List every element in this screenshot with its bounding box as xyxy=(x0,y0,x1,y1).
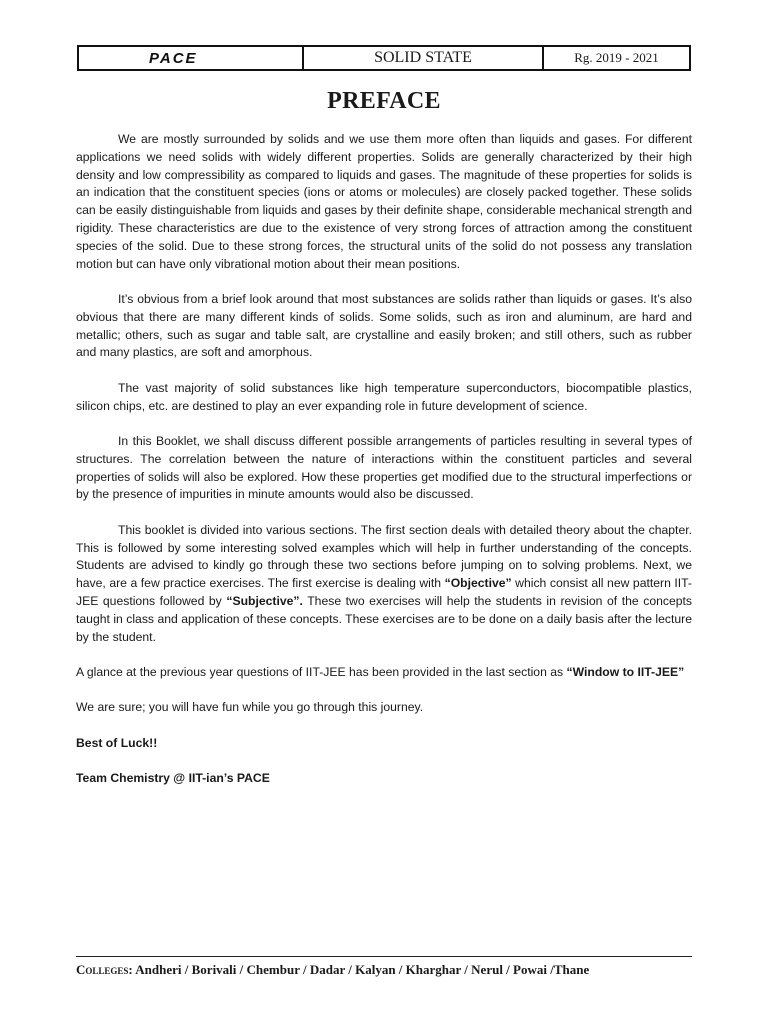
header-registration: Rg. 2019 - 2021 xyxy=(574,50,659,65)
paragraph-2: It’s obvious from a brief look around that most substances are solids rather than liquids or gases. It’s also obvious that there are many different kinds of solids. Some solids, such as iron and aluminum, are hard and metallic; others, such as sugar and table salt, are crystalline and easily broken; and still others, such as rubber and many plastics, are soft and amorphous. xyxy=(76,291,692,360)
objective-term: “Objective” xyxy=(444,576,512,591)
paragraph-4: In this Booklet, we shall discuss different possible arrangements of particles resulting in several types of structures. The correlation between the nature of interactions within the constituent particles and several properties of solids will also be explored. How these properties get modified due to the structural imperfections or by the presence of impurities in minute amounts would also be discussed. xyxy=(76,433,692,502)
paragraph-5-part-a: This booklet is divided into various sections. The first section deals with detailed theory about the chapter. This is followed by some interesting solved examples which will help in further understanding of the concepts. Students are advised to kindly go through these two sections before jumping on to solving problems. Next, we have, are a few practice exercises. The first exercise is dealing with xyxy=(76,522,692,591)
subjective-term: “Subjective”. xyxy=(226,593,303,608)
footer-divider xyxy=(76,956,692,957)
paragraph-3: The vast majority of solid substances like high temperature superconductors, biocompatible plastics, silicon chips, etc. are destined to play an ever expanding role in future development of science. xyxy=(76,380,692,413)
signature-team: Team Chemistry @ IIT-ian’s PACE xyxy=(76,771,270,786)
pace-logo xyxy=(149,50,233,66)
footer-colleges-list: Andheri / Borivali / Chembur / Dadar / Kalyan / Kharghar / Nerul / Powai /Thane xyxy=(132,962,590,977)
header-chapter-title: SOLID STATE xyxy=(304,47,544,69)
paragraph-7: We are sure; you will have fun while you go through this journey. xyxy=(76,700,424,715)
footer-colleges-label: Colleges: xyxy=(76,962,133,977)
window-to-iitjee-term: “Window to IIT-JEE” xyxy=(566,664,685,679)
page-header xyxy=(77,45,691,71)
pace-logo-text: PACE xyxy=(148,50,198,66)
paragraph-6 xyxy=(76,664,692,682)
paragraph-5-part-b: which consist all new pattern IIT-JEE questions followed by xyxy=(76,576,692,608)
header-logo-cell xyxy=(79,47,304,69)
paragraph-1: We are mostly surrounded by solids and we use them more often than liquids and gases. For different applications we need solids with widely different properties. Solids are generally characterized by their high density and low compressibility as compared to liquids and gases. The magnitude of these properties for solids is an indication that the constituent species (ions or atoms or molecules) are closely packed together. These solids can be easily distinguishable from liquids and gases by their definite shape, considerable mechanical strength and rigidity. These characteristics are due to the existence of very strong forces of attraction among the constituent species of the solid. Due to these strong forces, the structural units of the solid do not possess any translation motion but can have only vibrational motion about their mean positions. xyxy=(76,132,692,271)
best-of-luck: Best of Luck!! xyxy=(76,735,158,750)
paragraph-6-part-a: A glance at the previous year questions of IIT-JEE has been provided in the last section as xyxy=(76,664,567,679)
paragraph-5 xyxy=(76,522,692,647)
paragraph-5-part-c: These two exercises will help the students in revision of the concepts taught in class and application of these concepts. These exercises are to be done on a daily basis after the lecture by the student. xyxy=(76,593,693,644)
page-title: PREFACE xyxy=(327,88,441,114)
page-footer xyxy=(76,962,692,978)
preface-body xyxy=(76,131,692,805)
